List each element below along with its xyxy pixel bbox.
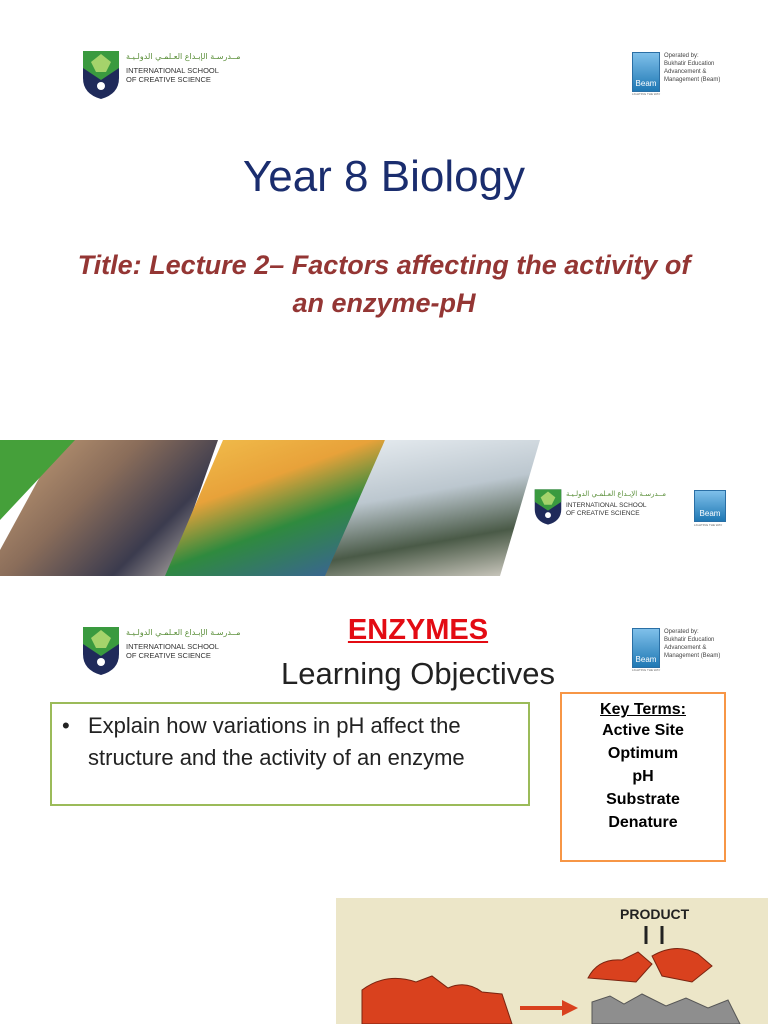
school-shield-icon xyxy=(82,50,120,100)
school-name-english xyxy=(126,66,219,84)
subtitle-line1: Title: Lecture 2– Factors affecting the activity of xyxy=(77,250,691,280)
key-term-ph: pH xyxy=(632,768,654,785)
objective-item xyxy=(62,710,522,774)
school-name-line2: OF CREATIVE SCIENCE xyxy=(126,75,211,84)
key-term-substrate: Substrate xyxy=(606,791,680,808)
objective-line1: Explain how variations in pH affect the xyxy=(88,713,461,738)
school-banner xyxy=(0,440,768,576)
product-piece-1 xyxy=(588,952,652,982)
beam-logo xyxy=(632,52,742,96)
slide2-school-english: INTERNATIONAL SCHOOL OF CREATIVE SCIENCE xyxy=(126,642,219,660)
slide2-beam-tagline: LIGHTING THE WAY xyxy=(632,668,661,672)
banner-beam-mark-icon: Beam xyxy=(694,490,726,522)
key-terms-box xyxy=(560,692,726,862)
banner-shield-icon xyxy=(534,488,562,526)
enzyme-shape xyxy=(592,994,740,1024)
product-piece-2 xyxy=(652,948,712,982)
reaction-arrow-head xyxy=(562,1000,578,1016)
banner-beam-logo xyxy=(694,490,730,534)
objective-line2: structure and the activity of an enzyme xyxy=(88,745,465,770)
key-terms-title: Key Terms: xyxy=(600,701,686,718)
key-term-optimum: Optimum xyxy=(607,745,679,762)
slide2-beam-operated-by: Operated by: Bukhatir Education Advancement & Management (Beam) xyxy=(664,629,721,659)
enzymes-heading: ENZYMES xyxy=(347,614,489,646)
bullet-icon: • xyxy=(62,713,70,738)
product-label: PRODUCT xyxy=(620,906,690,922)
school-name-arabic: مــدرسـة الإبـداع العـلمـي الدولـيـة xyxy=(126,52,241,61)
banner-school-arabic: مــدرسـة الإبـداع العـلمـي الدولـيـة xyxy=(566,490,666,498)
enzymes-slide xyxy=(0,590,768,1024)
banner-school-logo xyxy=(534,488,674,528)
title-slide xyxy=(0,0,768,440)
school-logo xyxy=(82,50,241,102)
banner-beam-tagline: LIGHTING THE WAY xyxy=(694,523,723,527)
slide-subtitle xyxy=(30,246,738,322)
learning-objectives-heading: Learning Objectives xyxy=(281,656,555,691)
subtitle-line2: an enzyme-pH xyxy=(292,288,476,318)
slide-title: Year 8 Biology xyxy=(242,152,526,201)
slide2-beam-mark-icon: Beam xyxy=(632,628,660,668)
banner-school-english: INTERNATIONAL SCHOOL OF CREATIVE SCIENCE xyxy=(566,502,647,517)
school-name-line1: INTERNATIONAL SCHOOL xyxy=(126,66,219,75)
beam-operated-by: Operated by: Bukhatir Education Advancement & Management (Beam) xyxy=(664,53,721,83)
beam-mark-icon: Beam xyxy=(632,52,660,92)
key-term-denature: Denature xyxy=(608,814,678,831)
enzyme-reaction-diagram xyxy=(336,898,768,1024)
key-term-active-site: Active Site xyxy=(602,722,684,739)
substrate-shape xyxy=(362,976,512,1024)
slide2-school-arabic: مــدرسـة الإبـداع العـلمـي الدولـيـة xyxy=(126,628,241,637)
objectives-box xyxy=(50,702,530,806)
beam-tagline: LIGHTING THE WAY xyxy=(632,92,661,96)
enzyme-diagram-graphic xyxy=(336,898,768,1024)
